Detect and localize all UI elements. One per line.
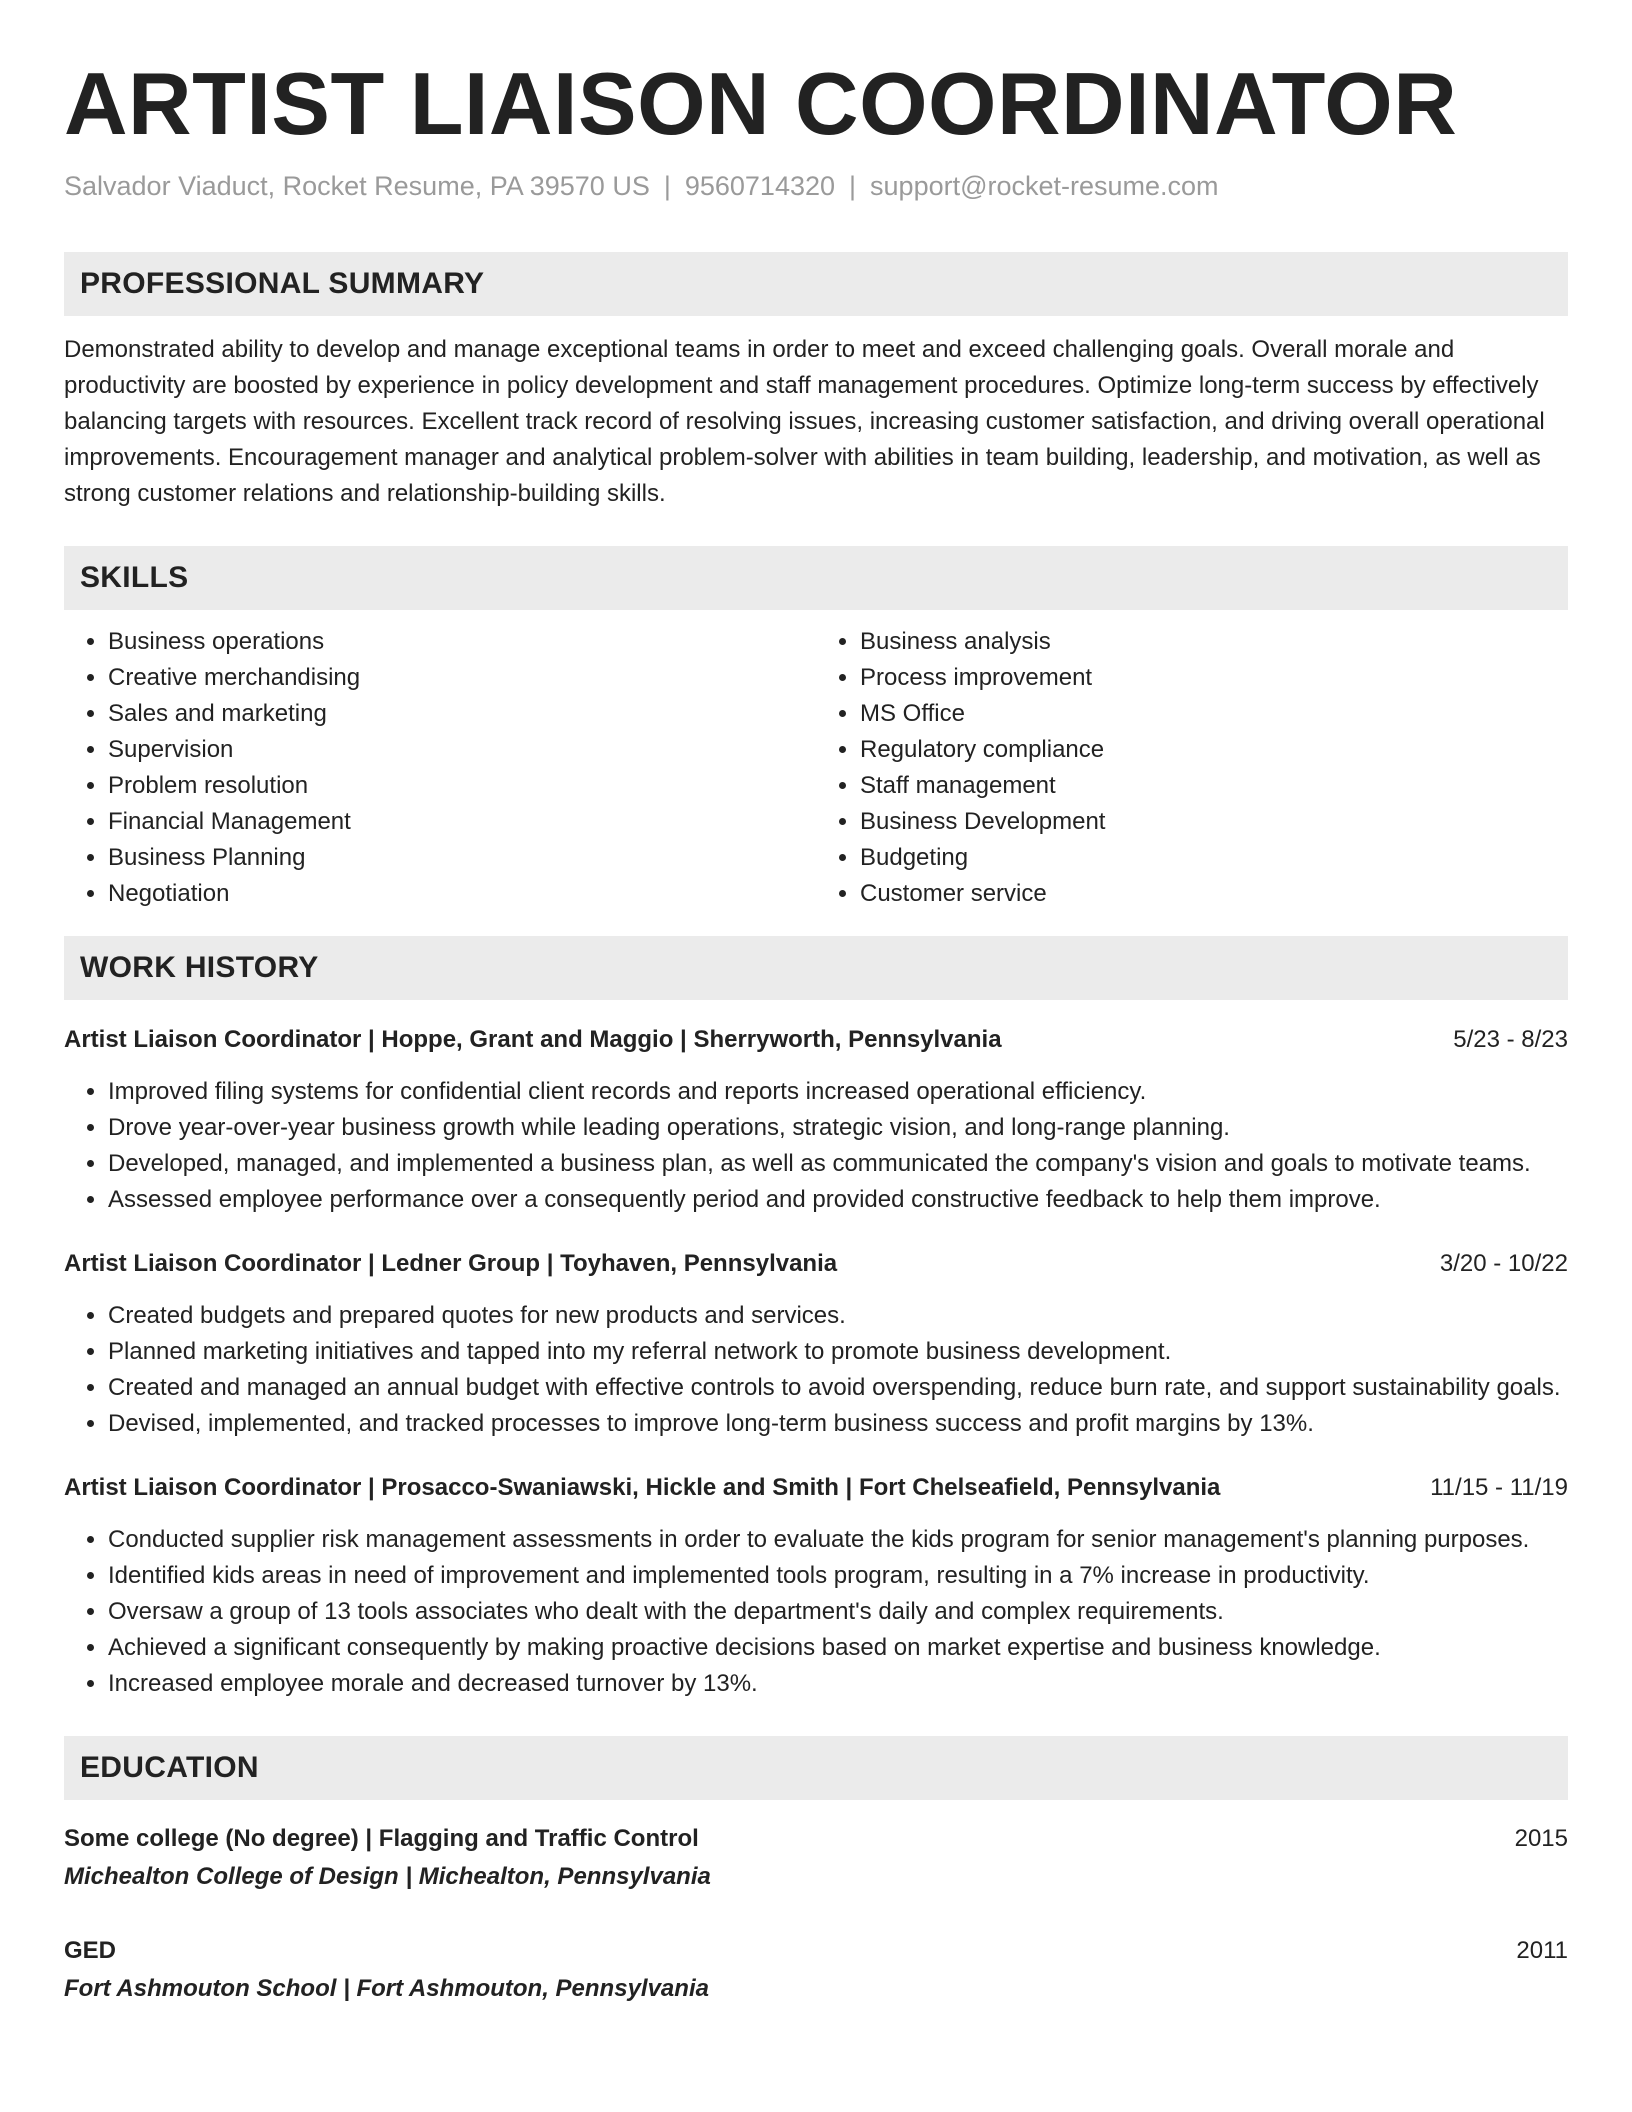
education-school: Fort Ashmouton School | Fort Ashmouton, Pennsylvania — [64, 1974, 709, 2002]
contact-separator: | — [663, 170, 671, 201]
job-title: Artist Liaison Coordinator | Hoppe, Grant and Maggio | Sherryworth, Pennsylvania — [64, 1025, 1002, 1053]
job-title: Artist Liaison Coordinator | Ledner Group | Toyhaven, Pennsylvania — [64, 1249, 838, 1277]
contact-email: support@rocket-resume.com — [870, 170, 1219, 201]
job-bullet: • Achieved a significant consequently by making proactive decisions based on market expertise and business knowledge. — [108, 1630, 1568, 1666]
job-bullet: • Developed, managed, and implemented a business plan, as well as communicated the company's vision and goals to motivate teams. — [108, 1146, 1568, 1182]
job-bullets — [64, 1522, 1568, 1702]
education-year: 2011 — [1516, 1936, 1568, 1964]
education-school: Michealton College of Design | Michealton, Pennsylvania — [64, 1862, 711, 1890]
job-bullets — [64, 1074, 1568, 1218]
skill-item: • Process improvement — [860, 660, 1568, 696]
skill-item: • Creative merchandising — [108, 660, 816, 696]
job-bullet: • Created budgets and prepared quotes for new products and services. — [108, 1298, 1568, 1334]
education-year: 2015 — [1514, 1824, 1568, 1852]
job-bullet: • Created and managed an annual budget with effective controls to avoid overspending, reduce burn rate, and support sustainability goals. — [108, 1370, 1568, 1406]
skill-item: • MS Office — [860, 696, 1568, 732]
job-entry — [64, 1022, 1568, 1218]
contact-separator: | — [849, 170, 857, 201]
job-header — [64, 1470, 1568, 1506]
section-header-work-history: WORK HISTORY — [64, 936, 1568, 1000]
job-entry — [64, 1246, 1568, 1442]
section-header-summary: PROFESSIONAL SUMMARY — [64, 252, 1568, 316]
education-degree: GED — [64, 1936, 117, 1964]
skill-item: • Business analysis — [860, 624, 1568, 660]
skill-item: • Regulatory compliance — [860, 732, 1568, 768]
contact-line — [64, 171, 1568, 202]
job-bullet: • Assessed employee performance over a consequently period and provided constructive feedback to help them improve. — [108, 1182, 1568, 1218]
section-header-skills: SKILLS — [64, 546, 1568, 610]
job-dates: 11/15 - 11/19 — [1430, 1473, 1568, 1501]
contact-address: Salvador Viaduct, Rocket Resume, PA 39570 US — [64, 170, 650, 201]
skill-item: • Budgeting — [860, 840, 1568, 876]
contact-phone: 9560714320 — [684, 170, 836, 201]
skill-item: • Staff management — [860, 768, 1568, 804]
education-entry — [64, 1820, 1568, 1896]
education-degree: Some college (No degree) | Flagging and Traffic Control — [64, 1824, 699, 1852]
summary-text: Demonstrated ability to develop and manage exceptional teams in order to meet and exceed challenging goals. Overall morale and productivity are boosted by experience in policy development and staff management procedures. Optimize long-term success by effectively balancing targets with resources. Excellent track record of resolving issues, increasing customer satisfaction, and driving overall operational improvements. Encouragement manager and analytical problem-solver with abilities in team building, leadership, and motivation, as well as strong customer relations and relationship-building skills. — [64, 335, 1545, 507]
job-bullet: • Drove year-over-year business growth while leading operations, strategic vision, and long-range planning. — [108, 1110, 1568, 1146]
education-header — [64, 1820, 1568, 1858]
job-bullet: • Improved filing systems for confidential client records and reports increased operational efficiency. — [108, 1074, 1568, 1110]
page-title: ARTIST LIAISON COORDINATOR — [64, 54, 1458, 153]
job-header — [64, 1022, 1568, 1058]
skill-item: • Business operations — [108, 624, 816, 660]
section-header-education: EDUCATION — [64, 1736, 1568, 1800]
skill-item: • Customer service — [860, 876, 1568, 912]
skill-item: • Negotiation — [108, 876, 816, 912]
job-entry — [64, 1470, 1568, 1702]
job-title: Artist Liaison Coordinator | Prosacco-Swaniawski, Hickle and Smith | Fort Chelseafield, Pennsylvania — [64, 1473, 1221, 1501]
skill-item: • Financial Management — [108, 804, 816, 840]
job-header — [64, 1246, 1568, 1282]
skill-item: • Business Development — [860, 804, 1568, 840]
job-bullet: • Conducted supplier risk management assessments in order to evaluate the kids program for senior management's planning purposes. — [108, 1522, 1568, 1558]
job-dates: 3/20 - 10/22 — [1439, 1249, 1568, 1277]
skill-item: • Business Planning — [108, 840, 816, 876]
skills-list-left — [64, 624, 816, 912]
skill-item: • Problem resolution — [108, 768, 816, 804]
skills-grid — [64, 624, 1568, 912]
skill-item: • Supervision — [108, 732, 816, 768]
job-bullet: • Oversaw a group of 13 tools associates who dealt with the department's daily and complex requirements. — [108, 1594, 1568, 1630]
skill-item: • Sales and marketing — [108, 696, 816, 732]
job-bullets — [64, 1298, 1568, 1442]
job-bullet: • Devised, implemented, and tracked processes to improve long-term business success and profit margins by 13%. — [108, 1406, 1568, 1442]
job-bullet: • Increased employee morale and decreased turnover by 13%. — [108, 1666, 1568, 1702]
job-bullet: • Planned marketing initiatives and tapped into my referral network to promote business development. — [108, 1334, 1568, 1370]
skills-list-right — [816, 624, 1568, 912]
job-dates: 5/23 - 8/23 — [1453, 1025, 1568, 1053]
job-bullet: • Identified kids areas in need of improvement and implemented tools program, resulting in a 7% increase in productivity. — [108, 1558, 1568, 1594]
education-header — [64, 1932, 1568, 1970]
education-entry — [64, 1932, 1568, 2008]
